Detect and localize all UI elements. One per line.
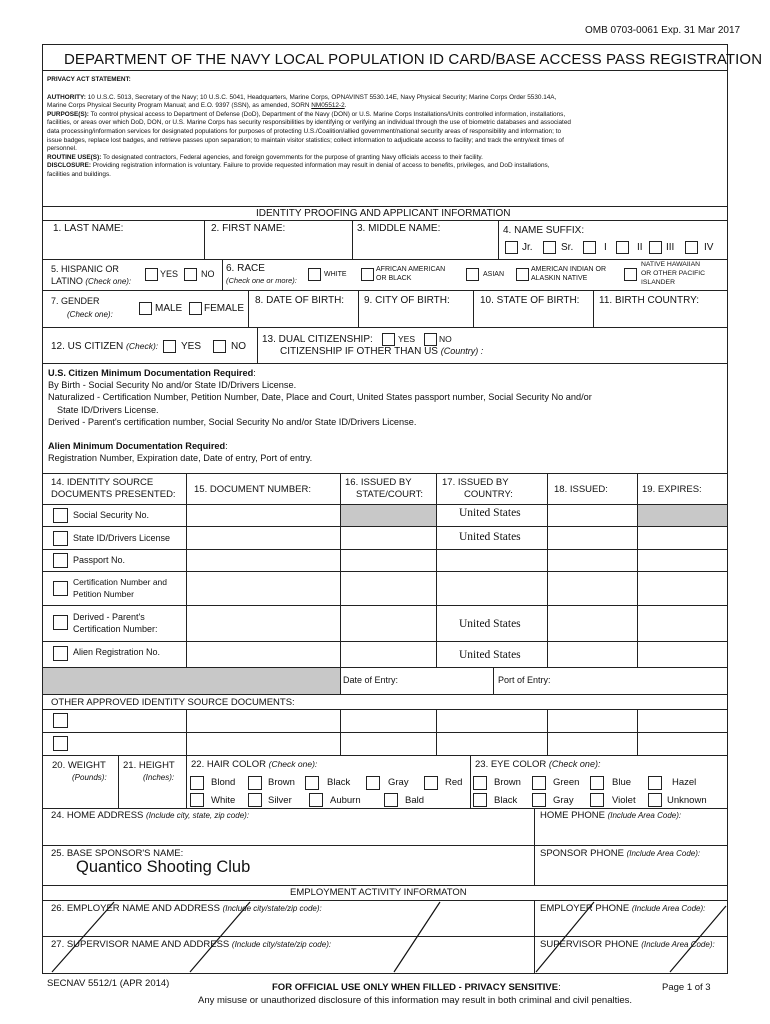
home-address-label: 24. HOME ADDRESS (Include city, state, zip code): — [51, 810, 250, 821]
race-white-label: WHITE — [324, 271, 347, 278]
hair-silver-checkbox[interactable] — [248, 793, 262, 807]
race-amind-label-2: ALASKIN NATIVE — [531, 275, 588, 282]
doc-derived-label-2: Certification Number: — [73, 624, 158, 634]
sponsor-phone-label: SPONSOR PHONE (Include Area Code): — [540, 848, 701, 859]
doc-state-id-label: State ID/Drivers License — [73, 533, 171, 543]
race-black-label-2: OR BLACK — [376, 275, 412, 282]
doc-certification-checkbox[interactable] — [53, 581, 68, 596]
hair-gray-label: Gray — [388, 777, 409, 788]
doc-passport-checkbox[interactable] — [53, 553, 68, 568]
eye-violet-label: Violet — [612, 795, 636, 806]
suffix-jr-checkbox[interactable] — [505, 241, 518, 254]
hair-brown-checkbox[interactable] — [248, 776, 262, 790]
employer-phone-label: EMPLOYER PHONE (Include Area Code): — [540, 903, 706, 914]
omb-number: OMB 0703-0061 Exp. 31 Mar 2017 — [585, 25, 741, 36]
doc-ssn-label: Social Security No. — [73, 510, 150, 520]
eye-color-label: 23. EYE COLOR (Check one): — [475, 759, 601, 770]
race-nh-checkbox[interactable] — [624, 268, 637, 281]
gender-male-checkbox[interactable] — [139, 302, 152, 315]
name-suffix-label: 4. NAME SUFFIX: — [503, 225, 585, 236]
hair-blond-label: Blond — [211, 777, 236, 788]
alien-doc-heading: Alien Minimum Documentation Required — [48, 441, 226, 452]
strike-employer-line-2 — [190, 902, 250, 972]
gender-label: 7. GENDER — [51, 296, 100, 306]
dual-yes-checkbox[interactable] — [382, 333, 395, 346]
doc-state-id-checkbox[interactable] — [53, 531, 68, 546]
race-asian-label: ASIAN — [483, 271, 505, 278]
h14-label-2: DOCUMENTS PRESENTED: — [51, 489, 176, 500]
race-asian-checkbox[interactable] — [466, 268, 479, 281]
race-amind-checkbox[interactable] — [516, 268, 529, 281]
hair-auburn-label: Auburn — [330, 795, 361, 806]
doc-alien-checkbox[interactable] — [53, 646, 68, 661]
race-amind-label: AMERICAN INDIAN OR — [531, 266, 607, 273]
purpose-text-5: personnel. — [47, 145, 77, 153]
doc-derived-label: Derived - Parent's — [73, 612, 145, 622]
suffix-iv-label: IV — [704, 242, 714, 253]
height-unit: (Inches): — [143, 773, 175, 782]
gender-female-label: FEMALE — [204, 303, 245, 314]
doc-certification-label: Certification Number and — [73, 577, 168, 587]
hair-auburn-checkbox[interactable] — [309, 793, 323, 807]
doc-alien-label: Alien Registration No. — [73, 647, 161, 657]
doc-passport-label: Passport No. — [73, 555, 126, 565]
gender-check-note: (Check one): — [67, 310, 113, 319]
suffix-sr-label: Sr. — [561, 242, 574, 253]
hispanic-no-checkbox[interactable] — [184, 268, 197, 281]
eye-black-checkbox[interactable] — [473, 793, 487, 807]
hispanic-no-label: NO — [201, 269, 215, 279]
eye-violet-checkbox[interactable] — [590, 793, 604, 807]
doc-alien-country: United States — [459, 649, 521, 661]
doc-ssn-checkbox[interactable] — [53, 508, 68, 523]
race-nh-label-2: OR OTHER PACIFIC — [641, 270, 706, 277]
hispanic-label: 5. HISPANIC OR — [51, 264, 119, 274]
hair-white-checkbox[interactable] — [190, 793, 204, 807]
page-number: Page 1 of 3 — [662, 982, 711, 993]
race-black-checkbox[interactable] — [361, 268, 374, 281]
race-label: 6. RACE — [226, 263, 265, 274]
purpose-text-1: To control physical access to Department of Defense (DoD), Department of the Navy (DON) or U.S. Marine Corps Installations/Units controlled information, installations, — [90, 110, 566, 118]
form-id: SECNAV 5512/1 (APR 2014) — [47, 978, 170, 989]
eye-hazel-label: Hazel — [672, 777, 697, 788]
routine-text: To designated contractors, Federal agencies, and foreign governments for the purpose of granting Navy officials access to their facility. — [103, 153, 483, 161]
suffix-sr-checkbox[interactable] — [543, 241, 556, 254]
eye-brown-label: Brown — [494, 777, 521, 788]
dual-no-label: NO — [439, 334, 452, 344]
suffix-i-checkbox[interactable] — [583, 241, 596, 254]
port-of-entry-label: Port of Entry: — [498, 675, 551, 685]
strike-employer-line — [52, 902, 114, 972]
doc-derived-checkbox[interactable] — [53, 615, 68, 630]
eye-unknown-checkbox[interactable] — [648, 793, 662, 807]
hair-silver-label: Silver — [268, 795, 292, 806]
weight-unit: (Pounds): — [72, 773, 107, 782]
us-citizen-yes-label: YES — [181, 341, 202, 352]
dual-no-checkbox[interactable] — [424, 333, 437, 346]
routine-label: ROUTINE USE(S): — [47, 153, 102, 161]
hair-bald-checkbox[interactable] — [384, 793, 398, 807]
hair-bald-label: Bald — [405, 795, 425, 806]
middle-name-label: 3. MIDDLE NAME: — [357, 223, 441, 234]
other-docs-label: OTHER APPROVED IDENTITY SOURCE DOCUMENTS: — [51, 697, 295, 708]
employer-label: 26. EMPLOYER NAME AND ADDRESS (Include city/state/zip code): — [51, 903, 322, 914]
race-nh-label-3: ISLANDER — [641, 279, 675, 286]
h16-label-2: STATE/COURT: — [356, 489, 424, 500]
race-check-note: (Check one or more): — [226, 276, 297, 285]
gray-cell-ss-state — [341, 504, 436, 526]
us-citizen-no-label: NO — [231, 341, 246, 352]
suffix-ii-label: II — [637, 242, 643, 253]
us-citizen-yes-checkbox[interactable] — [163, 340, 176, 353]
disclosure-text-1: Providing registration information is voluntary. Failure to provide requested information may result in denial of access to benefits, privileges, and DoD installations, — [92, 162, 550, 170]
date-of-entry-label: Date of Entry: — [343, 675, 399, 685]
eye-blue-label: Blue — [612, 777, 632, 788]
first-name-label: 2. FIRST NAME: — [211, 223, 286, 234]
us-citizen-no-checkbox[interactable] — [213, 340, 226, 353]
race-black-label: AFRICAN AMERICAN — [376, 266, 446, 273]
other-doc-1-checkbox[interactable] — [53, 713, 68, 728]
hair-red-checkbox[interactable] — [424, 776, 438, 790]
suffix-iv-checkbox[interactable] — [685, 241, 698, 254]
city-of-birth-label: 9. CITY OF BIRTH: — [364, 295, 450, 306]
disclosure-text-2: facilities and buildings. — [47, 170, 111, 178]
height-label: 21. HEIGHT — [123, 760, 175, 771]
gender-female-checkbox[interactable] — [189, 302, 202, 315]
privacy-act-statement: PRIVACY ACT STATEMENT: AUTHORITY: 10 U.S.C. 5013, Secretary of the Navy; 10 U.S.C. 5041, Headquarters, Marine Corps, OPNAVINST 5530.14E, Navy Physical Security; Marine Corps Order 5530.14A, Marine Corps Physical Security Program Manual; and E.O. 9397 (SSN), as amended, SORN NM05512-2. PURPOSE(S): To control physical access to Department of Defense (DoD), Department of the Navy (DON) or U.S. Marine Corps Installations/Units controlled information, installations, facilities, or areas over which DoD, DON, or U.S. Marine Corps has security responsibilities by identifying or verifying an individual through the use of biometric databases and associated data processing/information services for designated populations for purposes of protecting U.S./Coalition/allied government/national security areas of responsibility and information; to issue badges, replace lost badges, and retrieve passes upon separation; to maintain visitor statistics; collect information to adjudicate access to facility; and track the entry/exit times of personnel. ROUTINE USE(S): To designated contractors, Federal agencies, and foreign governments for the purpose of granting Navy officials access to their facility. DISCLOSURE: Providing registration information is voluntary. Failure to provide requested information may result in denial of access to benefits, privileges, and DoD installations, facilities and buildings. — [47, 76, 727, 180]
h15-label: 15. DOCUMENT NUMBER: — [194, 484, 312, 495]
suffix-ii-checkbox[interactable] — [616, 241, 629, 254]
dual-citizenship-label: 13. DUAL CITIZENSHIP: — [262, 334, 373, 345]
alien-doc-text: Registration Number, Expiration date, Date of entry, Port of entry. — [48, 453, 313, 464]
section-identity-heading: IDENTITY PROOFING AND APPLICANT INFORMATION — [256, 208, 511, 219]
strike-phone-line-2 — [670, 906, 726, 972]
h17-label-2: COUNTRY: — [464, 489, 513, 500]
purpose-text-4: issue badges, replace lost badges, and retrieve passes upon separation; to maintain visitor statistics; collect information to adjudicate access to facility; and track the entry/exit times of — [47, 136, 564, 144]
state-of-birth-label: 10. STATE OF BIRTH: — [480, 295, 580, 306]
hair-color-label: 22. HAIR COLOR (Check one): — [191, 759, 318, 770]
eye-unknown-label: Unknown — [667, 795, 707, 806]
misuse-warning: Any misuse or unauthorized disclosure of this information may result in both criminal and civil penalties. — [198, 995, 633, 1006]
sponsor-name-value: Quantico Shooting Club — [76, 858, 251, 876]
eye-gray-checkbox[interactable] — [532, 793, 546, 807]
gender-male-label: MALE — [155, 303, 183, 314]
doc-state-id-country: United States — [459, 531, 521, 543]
eye-hazel-checkbox[interactable] — [648, 776, 662, 790]
employment-heading: EMPLOYMENT ACTIVITY INFORMATON — [290, 887, 467, 898]
us-doc-birth: By Birth - Social Security No and/or State ID/Drivers License. — [48, 380, 297, 391]
other-citizenship-label: CITIZENSHIP IF OTHER THAN US (Country) : — [280, 346, 484, 357]
suffix-jr-label: Jr. — [522, 242, 533, 253]
doc-derived-country: United States — [459, 618, 521, 630]
hair-red-label: Red — [445, 777, 463, 788]
eye-green-label: Green — [553, 777, 580, 788]
disclosure-label: DISCLOSURE: — [47, 162, 92, 170]
other-doc-2-checkbox[interactable] — [53, 736, 68, 751]
weight-label: 20. WEIGHT — [52, 760, 106, 771]
sponsor-name-label: 25. BASE SPONSOR'S NAME: — [51, 848, 184, 859]
hispanic-yes-label: YES — [160, 269, 179, 279]
strike-through-marks — [42, 900, 728, 974]
eye-black-label: Black — [494, 795, 518, 806]
doc-requirements: U.S. Citizen Minimum Documentation Required: By Birth - Social Security No and/or State ID/Drivers License. Naturalized - Certification Number, Petition Number, Date, Place and Court, United States passport number, Social Security No and/or State ID/Drivers License. Derived - Parent's certification number, Social Security No and/or State ID/Drivers License. Alien Minimum Documentation Required: Registration Number, Expiration date, Date of entry, Port of entry. — [48, 367, 728, 464]
doc-petition-label: Petition Number — [73, 589, 134, 599]
race-white-checkbox[interactable] — [308, 268, 321, 281]
privacy-heading: PRIVACY ACT STATEMENT: — [47, 76, 131, 83]
hair-brown-label: Brown — [268, 777, 295, 788]
us-citizen-label: 12. US CITIZEN (Check): — [51, 341, 159, 352]
birth-country-label: 11. BIRTH COUNTRY: — [599, 295, 700, 306]
dual-yes-label: YES — [398, 334, 416, 344]
h17-label: 17. ISSUED BY — [442, 477, 509, 488]
gray-cell-ss-expires — [637, 504, 727, 526]
doc-ssn-country: United States — [459, 507, 521, 519]
h18-label: 18. ISSUED: — [554, 484, 608, 495]
purpose-label: PURPOSE(S): — [47, 110, 89, 118]
strike-phone-line — [536, 902, 594, 972]
race-nh-label: NATIVE HAWAIIAN — [641, 261, 701, 268]
hair-black-label: Black — [327, 777, 351, 788]
authority-text-1: 10 U.S.C. 5013, Secretary of the Navy; 10 U.S.C. 5041, Headquarters, Marine Corps, OPNAVINST 5530.14E, Navy Physical Security; Marine Corps Order 5530.14A, — [87, 93, 557, 101]
h19-label: 19. EXPIRES: — [642, 484, 702, 495]
us-doc-derived: Derived - Parent's certification number, Social Security No and/or State ID/Drivers License. — [48, 416, 417, 427]
suffix-i-label: I — [604, 242, 607, 253]
supervisor-phone-label: SUPERVISOR PHONE (Include Area Code): — [540, 939, 715, 950]
h14-label: 14. IDENTITY SOURCE — [51, 477, 154, 488]
strike-employer-line-3 — [394, 902, 440, 972]
h16-label: 16. ISSUED BY — [345, 477, 412, 488]
home-phone-label: HOME PHONE (Include Area Code): — [540, 810, 682, 821]
authority-label: AUTHORITY: — [47, 93, 86, 101]
gray-cell-entry — [43, 667, 340, 694]
suffix-iii-label: III — [666, 242, 675, 253]
eye-green-checkbox[interactable] — [532, 776, 546, 790]
hair-white-label: White — [211, 795, 236, 806]
sorn-link: NM05512-2 — [311, 102, 345, 110]
official-use-notice: FOR OFFICIAL USE ONLY WHEN FILLED - PRIVACY SENSITIVE: — [272, 982, 561, 993]
supervisor-label: 27. SUPERVISOR NAME AND ADDRESS (Include city/state/zip code): — [51, 939, 332, 950]
hair-gray-checkbox[interactable] — [366, 776, 380, 790]
dob-label: 8. DATE OF BIRTH: — [255, 295, 345, 306]
us-doc-naturalized-2: State ID/Drivers License. — [57, 404, 159, 415]
purpose-text-3: data processing/information services for designated populations for purposes of protecting U.S./Coalition/allied government/national security areas of responsibility and information; to — [47, 127, 562, 135]
hispanic-label-2: LATINO (Check one): — [51, 276, 132, 286]
us-doc-naturalized: Naturalized - Certification Number, Petition Number, Date, Place and Court, United States passport number, Social Security No and/or — [48, 392, 592, 403]
eye-gray-label: Gray — [553, 795, 574, 806]
us-doc-heading: U.S. Citizen Minimum Documentation Required — [48, 368, 254, 378]
eye-brown-checkbox[interactable] — [473, 776, 487, 790]
purpose-text-2: facilities, or areas over which DoD, DON, or U.S. Marine Corps has security responsibilities by identifying or verifying an individual through the use of biometric databases and associated — [47, 119, 571, 127]
eye-blue-checkbox[interactable] — [590, 776, 604, 790]
suffix-iii-checkbox[interactable] — [649, 241, 662, 254]
authority-text-2: Marine Corps Physical Security Program Manual; and E.O. 9397 (SSN), as amended, SORN — [47, 102, 310, 110]
hair-black-checkbox[interactable] — [305, 776, 319, 790]
hispanic-yes-checkbox[interactable] — [145, 268, 158, 281]
last-name-label: 1. LAST NAME: — [53, 223, 124, 234]
form-title: DEPARTMENT OF THE NAVY LOCAL POPULATION ID CARD/BASE ACCESS PASS REGISTRATION — [64, 51, 763, 68]
hair-blond-checkbox[interactable] — [190, 776, 204, 790]
